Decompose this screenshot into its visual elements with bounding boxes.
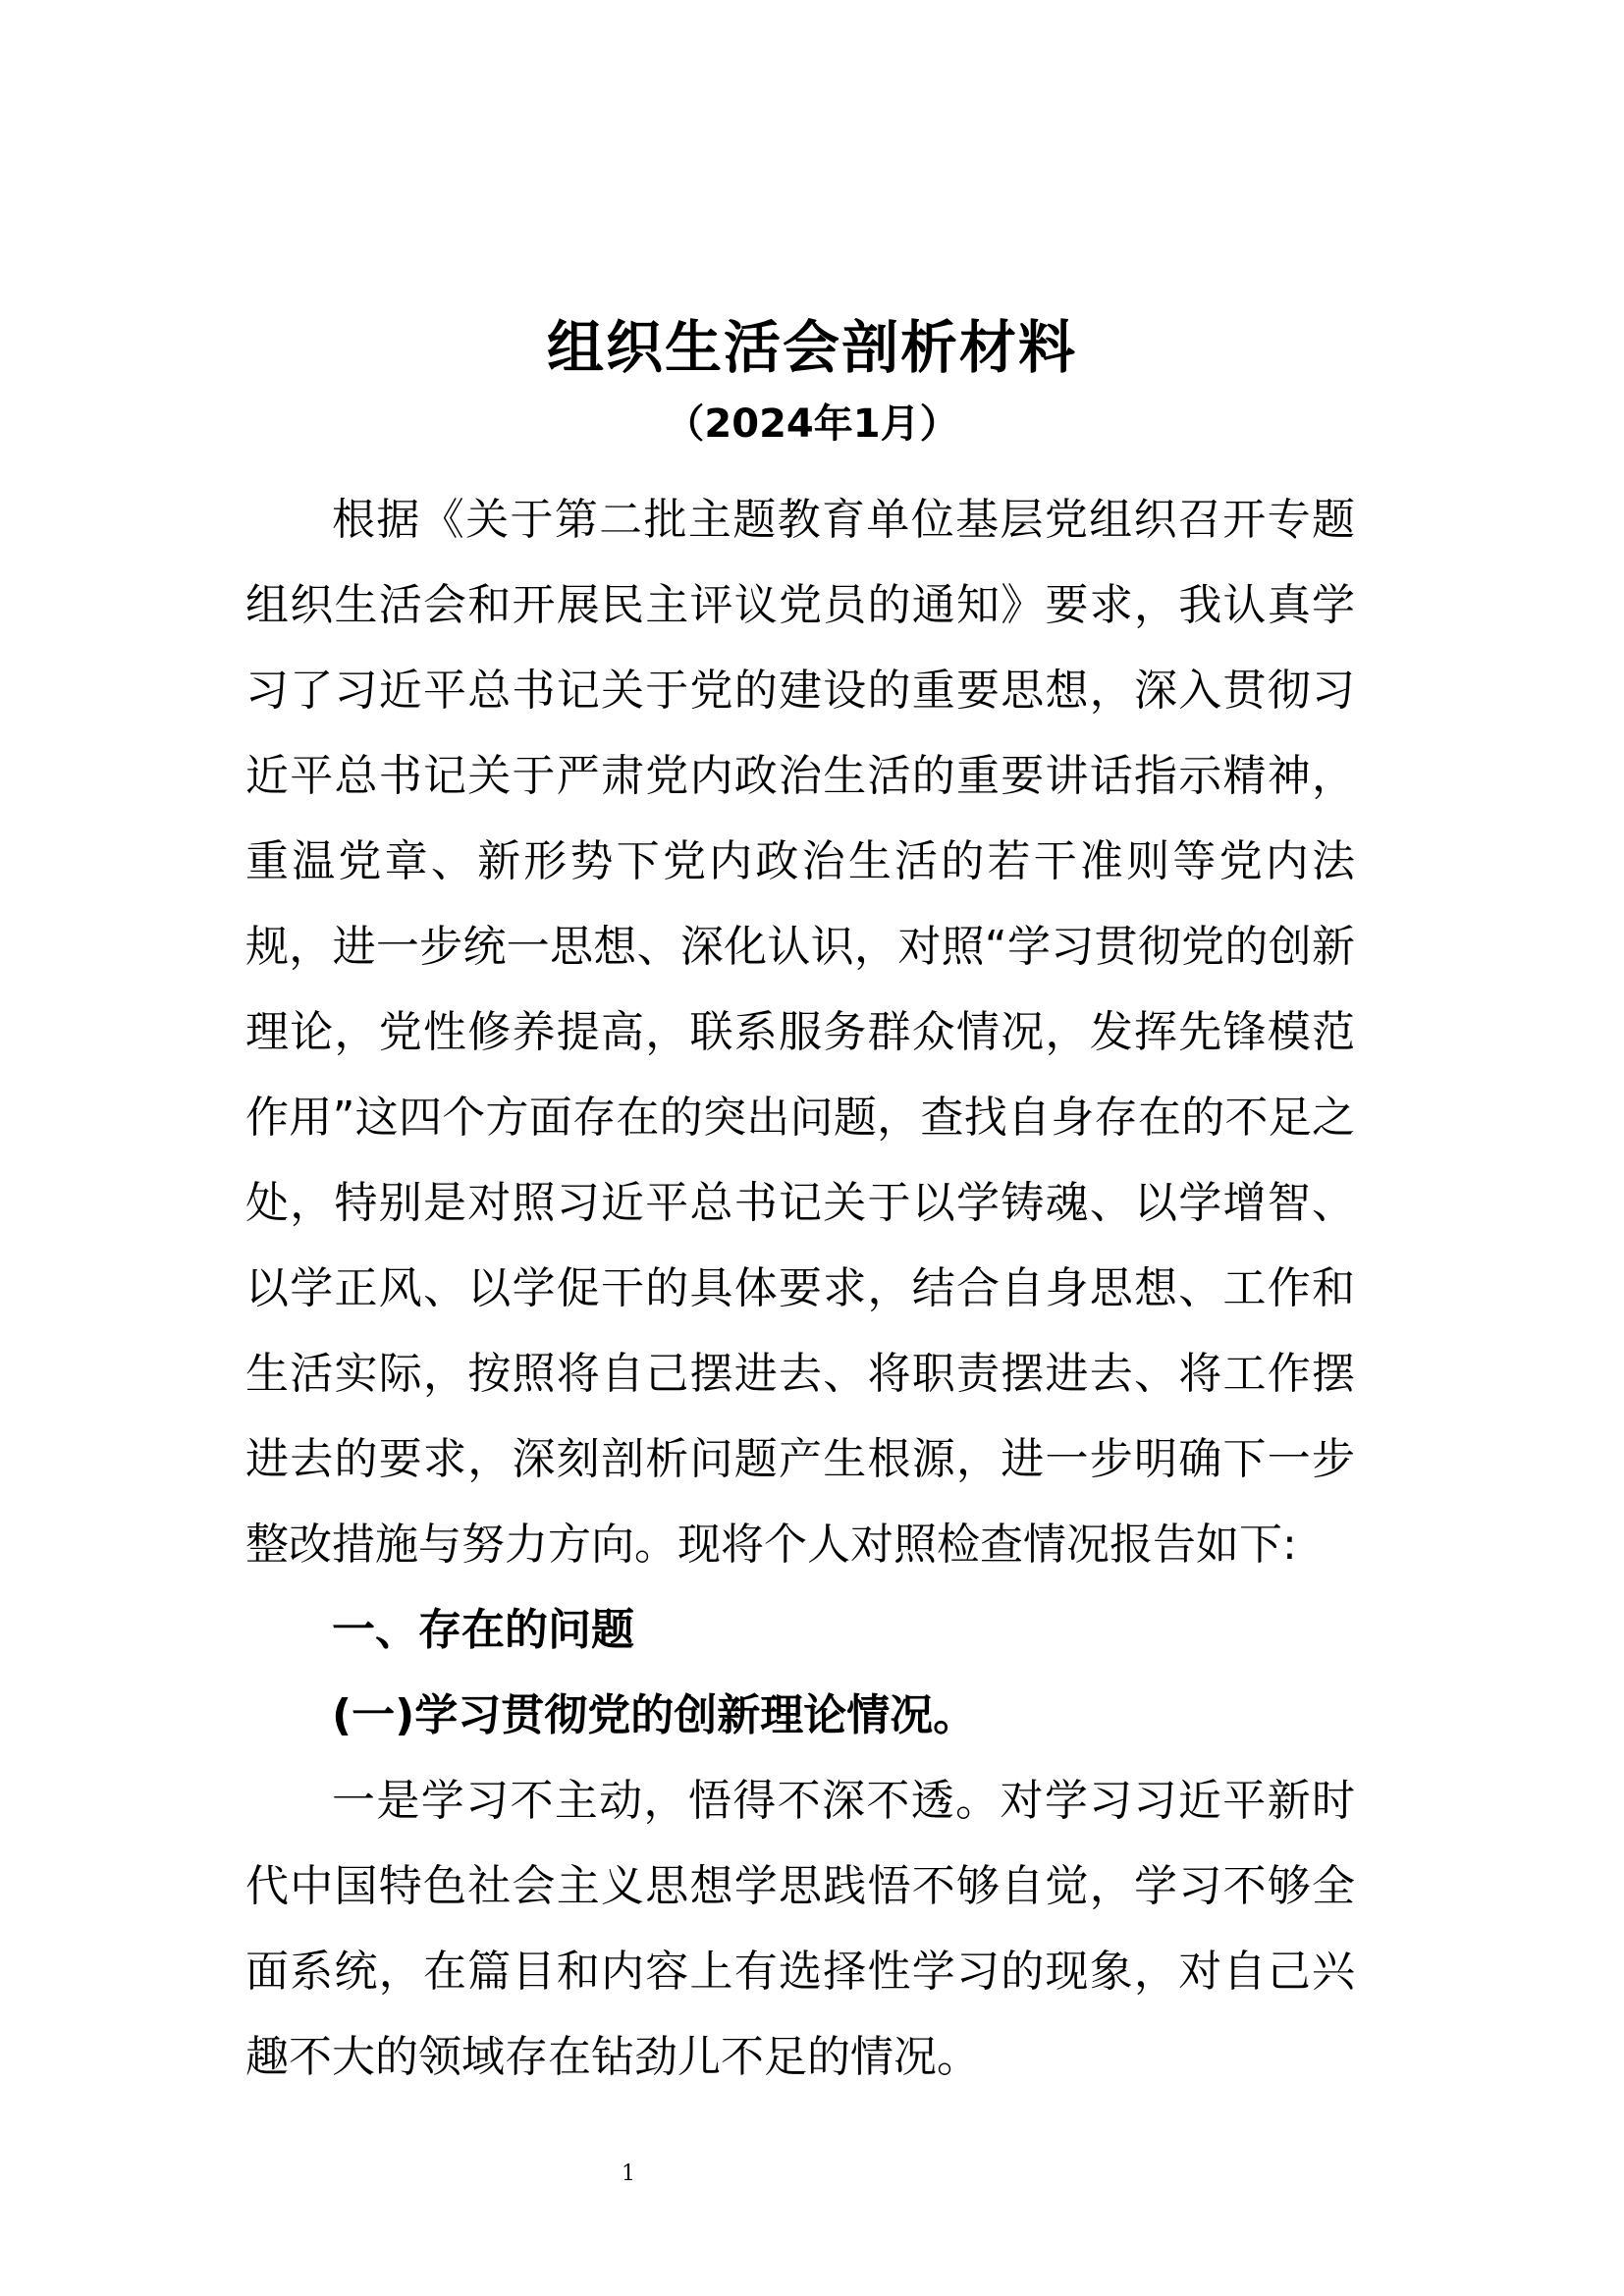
point-paragraph: 一是学习不主动，悟得不深不透。对学习习近平新时代中国特色社会主义思想学思践悟不够自觉，学习不够全面系统，在篇目和内容上有选择性学习的现象，对自己兴趣不大的领域存在钻劲儿不足的情况。 (245, 1776, 1355, 2082)
subsection-heading: (一)学习贯彻党的创新理论情况。 (332, 1690, 977, 1740)
document-date: （2024年1月） (665, 401, 959, 447)
document-title: 组织生活会剖析材料 (546, 314, 1077, 381)
document-body (245, 477, 1355, 2100)
section-heading: 一、存在的问题 (332, 1605, 634, 1655)
intro-paragraph: 根据《关于第二批主题教育单位基层党组织召开专题组织生活会和开展民主评议党员的通知》要求，我认真学习了习近平总书记关于党的建设的重要思想，深入贯彻习近平总书记关于严肃党内政治生活的重要讲话指示精神，重温党章、新形势下党内政治生活的若干准则等党内法规，进一步统一思想、深化认识，对照“学习贯彻党的创新理论，党性修养提高，联系服务群众情况，发挥先锋模范作用”这四个方面存在的突出问题，查找自身存在的不足之处，特别是对照习近平总书记关于以学铸魂、以学增智、以学正风、以学促干的具体要求，结合自身思想、工作和生活实际，按照将自己摆进去、将职责摆进去、将工作摆进去的要求，深刻剖析问题产生根源，进一步明确下一步整改措施与努力方向。现将个人对照检查情况报告如下: (245, 495, 1355, 1570)
page-number: 1 (622, 2162, 635, 2186)
